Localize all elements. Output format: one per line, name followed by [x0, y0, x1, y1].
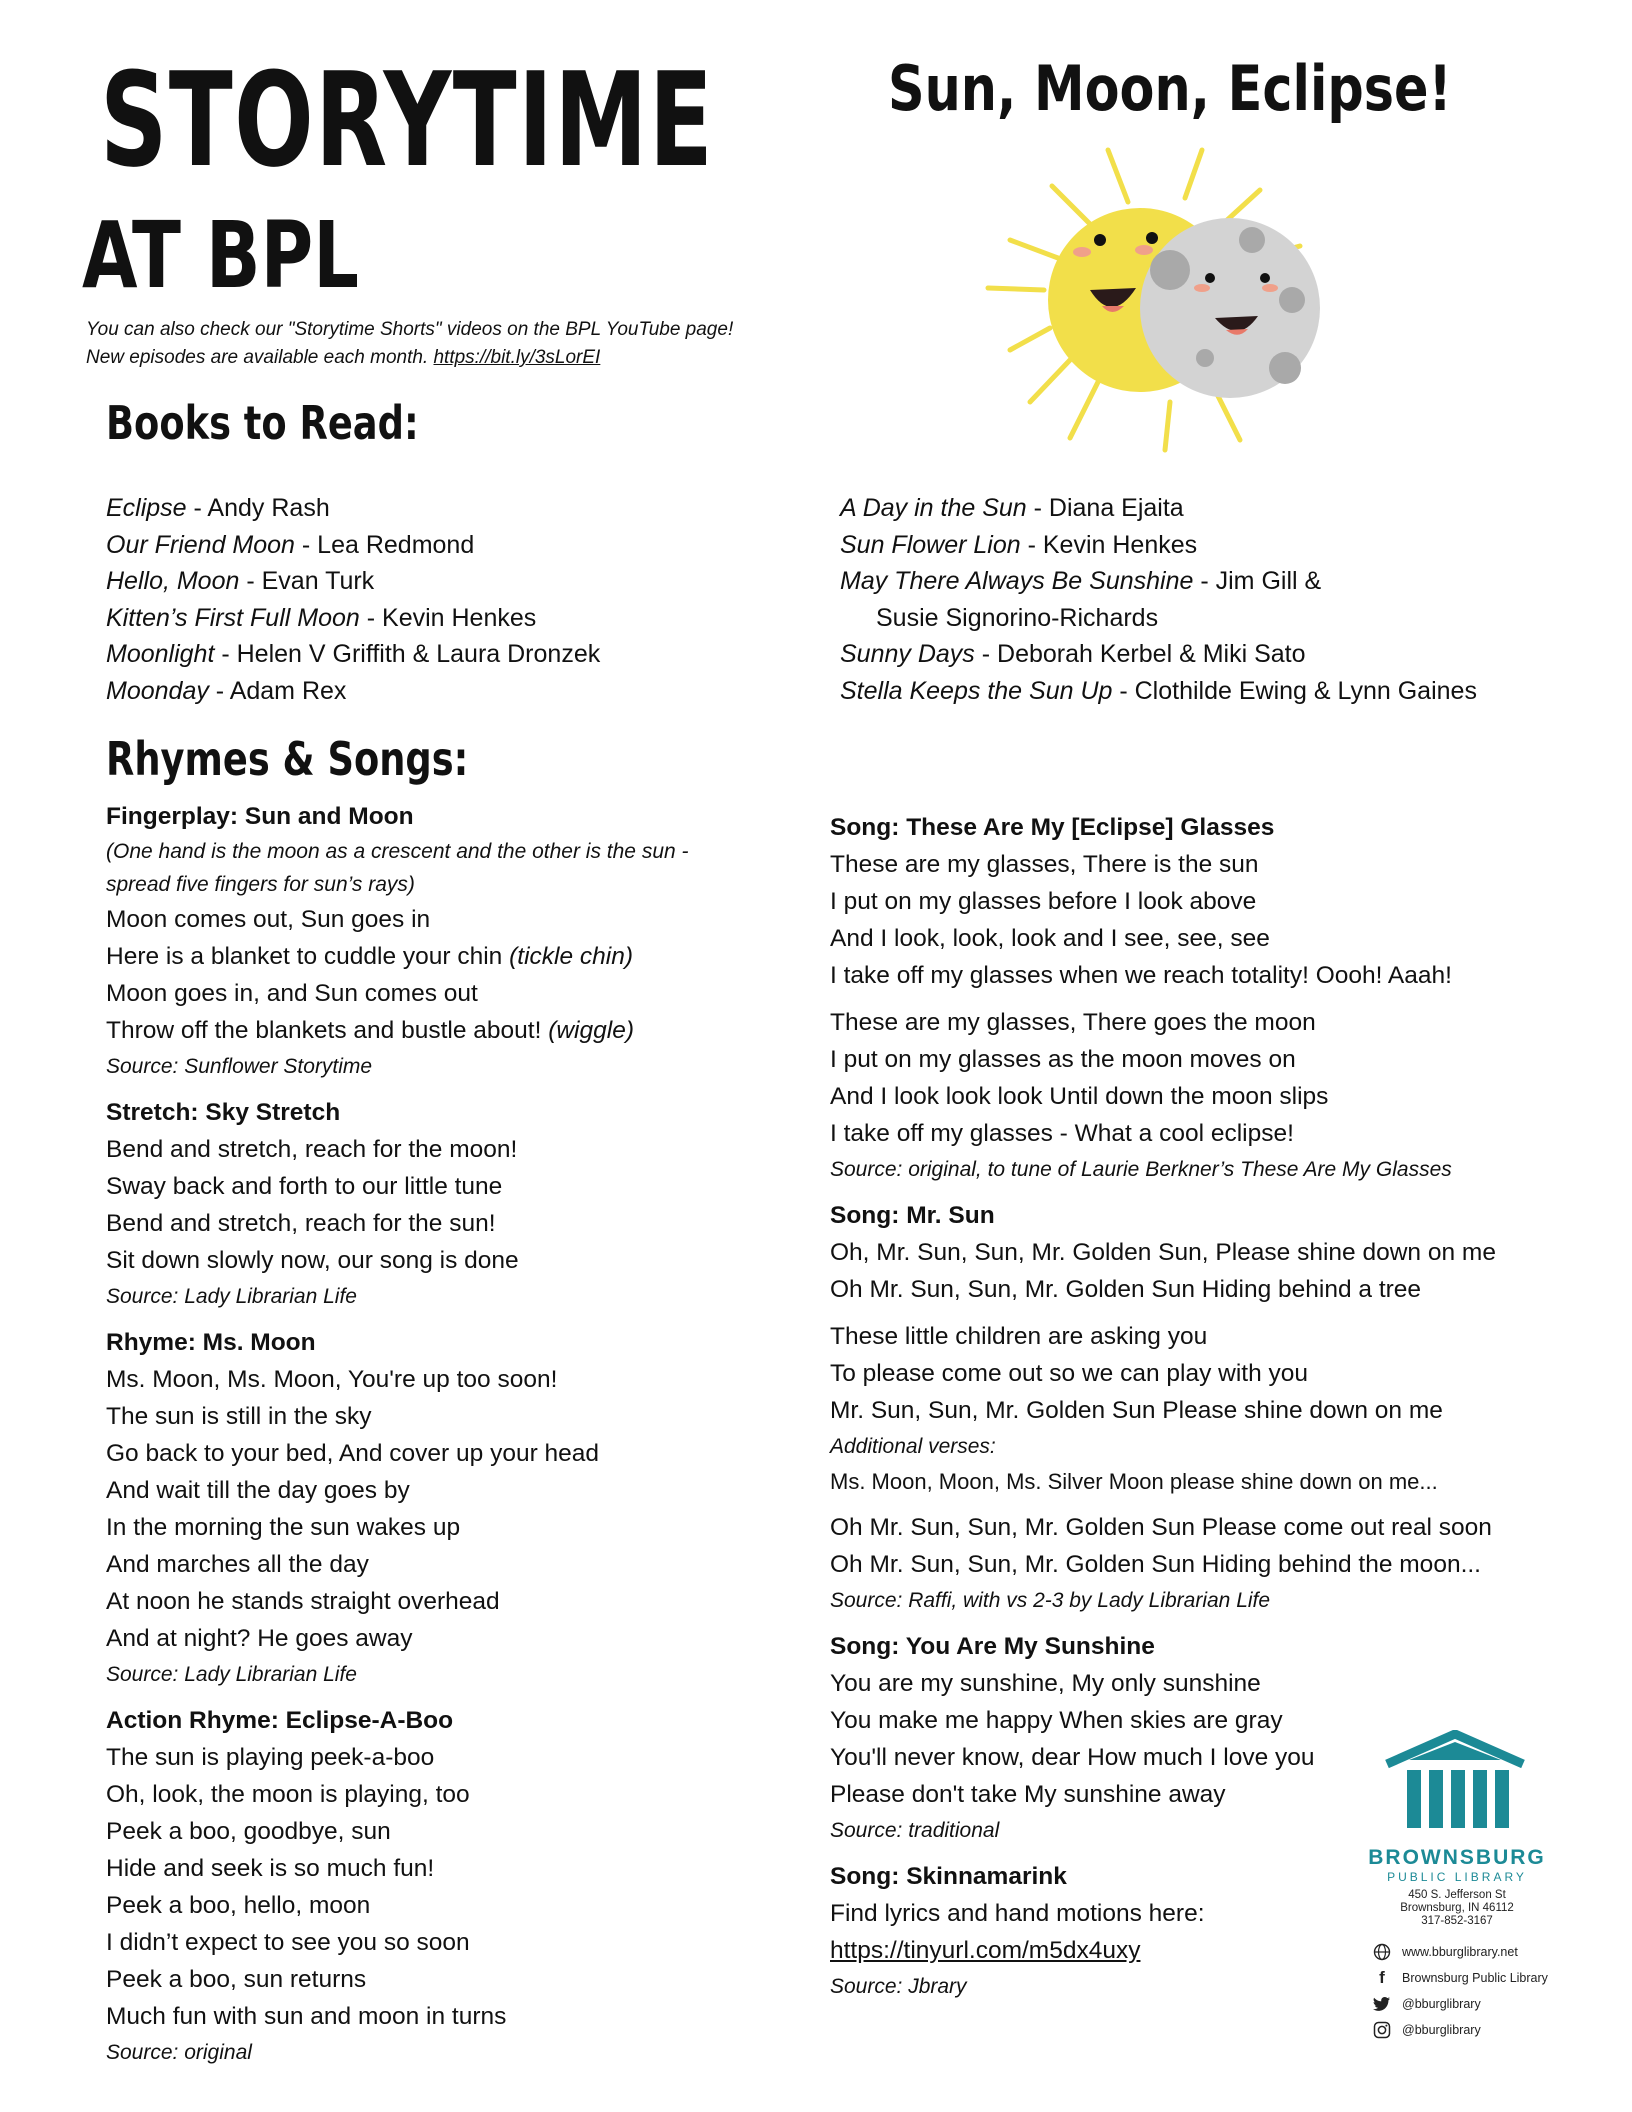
page-subtitle: AT BPL: [82, 202, 359, 309]
rhyme-line: Moon comes out, Sun goes in: [106, 906, 431, 933]
rhyme-line: Hide and seek is so much fun!: [106, 1855, 435, 1882]
rhyme-line: Peek a boo, hello, moon: [106, 1892, 371, 1919]
phone: 317-852-3167: [1421, 1915, 1493, 1927]
library-address: [1352, 1889, 1562, 1928]
list-item: A Day in the Sun - Diana Ejaita: [840, 494, 1184, 522]
song-line: Oh Mr. Sun, Sun, Mr. Golden Sun Please come out real soon: [830, 1514, 1492, 1541]
rhyme-line: Sway back and forth to our little tune: [106, 1173, 503, 1200]
song-line: These are my glasses, There goes the moon: [830, 1009, 1316, 1036]
library-logo-icon: [1383, 1730, 1527, 1834]
source-credit: Source: original: [106, 2041, 252, 2064]
action-rhyme-eclipse-a-boo: [106, 1702, 786, 2070]
item-note: (One hand is the moon as a crescent and the other is the sun - spread five fingers for sun’s rays): [106, 840, 689, 896]
song-eclipse-glasses: [830, 809, 1570, 1187]
song-line: These little children are asking you: [830, 1323, 1208, 1350]
list-item: Sun Flower Lion - Kevin Henkes: [840, 530, 1198, 559]
address-line: Brownsburg, IN 46112: [1400, 1902, 1514, 1914]
rhyme-line: Ms. Moon, Ms. Moon, You're up too soon!: [106, 1366, 558, 1393]
theme-title: Sun, Moon, Eclipse!: [888, 52, 1452, 125]
page-title: STORYTIME: [100, 44, 715, 196]
song-line: You make me happy When skies are gray: [830, 1707, 1283, 1734]
song-line: Please don't take My sunshine away: [830, 1781, 1226, 1808]
instagram-row[interactable]: [1372, 2020, 1481, 2040]
website-row[interactable]: [1372, 1942, 1518, 1962]
rhyme-line: I didn’t expect to see you so soon: [106, 1929, 470, 1956]
rhyme-ms-moon: [106, 1324, 786, 1692]
additional-verses-label: Additional verses:: [830, 1435, 996, 1458]
song-line: You'll never know, dear How much I love you: [830, 1744, 1315, 1771]
website-link[interactable]: www.bburglibrary.net: [1402, 1945, 1518, 1959]
source-credit: Source: original, to tune of Laurie Berkner’s These Are My Glasses: [830, 1158, 1452, 1181]
song-line: You are my sunshine, My only sunshine: [830, 1670, 1261, 1697]
rhymes-heading: Rhymes & Songs:: [106, 732, 469, 786]
rhyme-line: Much fun with sun and moon in turns: [106, 2003, 507, 2030]
rhyme-line: Oh, look, the moon is playing, too: [106, 1781, 470, 1808]
list-item: Our Friend Moon - Lea Redmond: [106, 530, 475, 559]
item-heading: Rhyme: Ms. Moon: [106, 1329, 316, 1356]
list-item: Moonlight - Helen V Griffith & Laura Dronzek: [106, 640, 601, 668]
source-credit: Source: Jbrary: [830, 1975, 967, 1998]
intro-text: [86, 316, 766, 372]
song-line: Find lyrics and hand motions here:: [830, 1900, 1205, 1927]
song-line: And I look, look, look and I see, see, see: [830, 925, 1270, 952]
sun-moon-illustration: [940, 120, 1340, 470]
stretch-sky-stretch: [106, 1094, 786, 1314]
books-heading: Books to Read:: [106, 396, 419, 450]
list-item: Eclipse - Andy Rash: [106, 494, 330, 522]
list-item: Hello, Moon - Evan Turk: [106, 567, 375, 595]
item-heading: Song: Skinnamarink: [830, 1863, 1067, 1890]
rhyme-line: Moon goes in, and Sun comes out: [106, 980, 478, 1007]
song-line: I put on my glasses before I look above: [830, 888, 1257, 915]
list-item: Stella Keeps the Sun Up - Clothilde Ewing & Lynn Gaines: [840, 676, 1477, 705]
rhymes-left-column: [106, 798, 786, 2080]
rhyme-line: Throw off the blankets and bustle about! (wiggle): [106, 1017, 634, 1044]
instagram-link[interactable]: @bburglibrary: [1402, 2023, 1481, 2037]
song-line: These are my glasses, There is the sun: [830, 851, 1259, 878]
song-line: I take off my glasses - What a cool eclipse!: [830, 1120, 1294, 1147]
fingerplay-sun-moon: [106, 798, 786, 1084]
song-line: I put on my glasses as the moon moves on: [830, 1046, 1296, 1073]
source-credit: Source: Lady Librarian Life: [106, 1663, 357, 1686]
list-item: May There Always Be Sunshine - Jim Gill &: [840, 567, 1322, 595]
item-heading: Fingerplay: Sun and Moon: [106, 803, 414, 830]
source-credit: Source: Lady Librarian Life: [106, 1285, 357, 1308]
source-credit: Source: Sunflower Storytime: [106, 1055, 373, 1078]
facebook-row[interactable]: [1372, 1968, 1548, 1988]
song-line: Oh, Mr. Sun, Sun, Mr. Golden Sun, Please shine down on me: [830, 1239, 1496, 1266]
item-heading: Song: Mr. Sun: [830, 1202, 995, 1229]
twitter-row[interactable]: [1372, 1994, 1481, 2014]
facebook-icon: f: [1379, 1968, 1385, 1987]
song-line: Ms. Moon, Moon, Ms. Silver Moon please shine down on me...: [830, 1469, 1438, 1494]
library-name: BROWNSBURG: [1368, 1846, 1546, 1869]
rhyme-line: In the morning the sun wakes up: [106, 1514, 461, 1541]
song-line: And I look look look Until down the moon slips: [830, 1083, 1329, 1110]
globe-icon: [1372, 1942, 1392, 1962]
list-item: Susie Signorino-Richards: [876, 603, 1159, 632]
rhyme-line: The sun is still in the sky: [106, 1403, 372, 1430]
skinnamarink-link[interactable]: https://tinyurl.com/m5dx4uxy: [830, 1937, 1141, 1964]
source-credit: Source: traditional: [830, 1819, 1000, 1842]
intro-body: You can also check our "Storytime Shorts" videos on the BPL YouTube page! New episodes are available each month.: [86, 319, 734, 368]
rhyme-line: And at night? He goes away: [106, 1625, 413, 1652]
rhyme-line: Go back to your bed, And cover up your head: [106, 1440, 600, 1467]
item-heading: Song: You Are My Sunshine: [830, 1633, 1155, 1660]
song-line: Oh Mr. Sun, Sun, Mr. Golden Sun Hiding behind the moon...: [830, 1551, 1481, 1578]
youtube-link[interactable]: https://bit.ly/3sLorEI: [433, 347, 601, 368]
list-item: Sunny Days - Deborah Kerbel & Miki Sato: [840, 640, 1306, 668]
instagram-icon: [1372, 2020, 1392, 2040]
song-line: To please come out so we can play with you: [830, 1360, 1309, 1387]
library-subname: PUBLIC LIBRARY: [1387, 1870, 1527, 1884]
twitter-link[interactable]: @bburglibrary: [1402, 1997, 1481, 2011]
books-list-left: [106, 490, 600, 709]
song-line: Oh Mr. Sun, Sun, Mr. Golden Sun Hiding behind a tree: [830, 1276, 1422, 1303]
item-heading: Song: These Are My [Eclipse] Glasses: [830, 814, 1275, 841]
rhyme-line: Peek a boo, sun returns: [106, 1966, 367, 1993]
rhyme-line: The sun is playing peek-a-boo: [106, 1744, 435, 1771]
song-line: Mr. Sun, Sun, Mr. Golden Sun Please shine down on me: [830, 1397, 1443, 1424]
list-item: Kitten’s First Full Moon - Kevin Henkes: [106, 603, 537, 632]
source-credit: Source: Raffi, with vs 2-3 by Lady Librarian Life: [830, 1589, 1271, 1612]
books-list-right: [840, 490, 1477, 709]
rhyme-line: And wait till the day goes by: [106, 1477, 410, 1504]
song-mr-sun: [830, 1197, 1570, 1618]
rhyme-line: And marches all the day: [106, 1551, 369, 1578]
rhyme-line: Bend and stretch, reach for the sun!: [106, 1210, 496, 1237]
rhyme-line: Here is a blanket to cuddle your chin (tickle chin): [106, 943, 634, 970]
rhyme-line: At noon he stands straight overhead: [106, 1588, 500, 1615]
song-line: I take off my glasses when we reach totality! Oooh! Aaah!: [830, 962, 1452, 989]
rhyme-line: Sit down slowly now, our song is done: [106, 1247, 519, 1274]
address-line: 450 S. Jefferson St: [1408, 1889, 1506, 1901]
facebook-link[interactable]: Brownsburg Public Library: [1402, 1971, 1548, 1985]
twitter-icon: [1372, 1994, 1392, 2014]
rhyme-line: Peek a boo, goodbye, sun: [106, 1818, 391, 1845]
rhyme-line: Bend and stretch, reach for the moon!: [106, 1136, 518, 1163]
item-heading: Action Rhyme: Eclipse-A-Boo: [106, 1707, 454, 1734]
item-heading: Stretch: Sky Stretch: [106, 1099, 341, 1126]
list-item: Moonday - Adam Rex: [106, 676, 347, 705]
